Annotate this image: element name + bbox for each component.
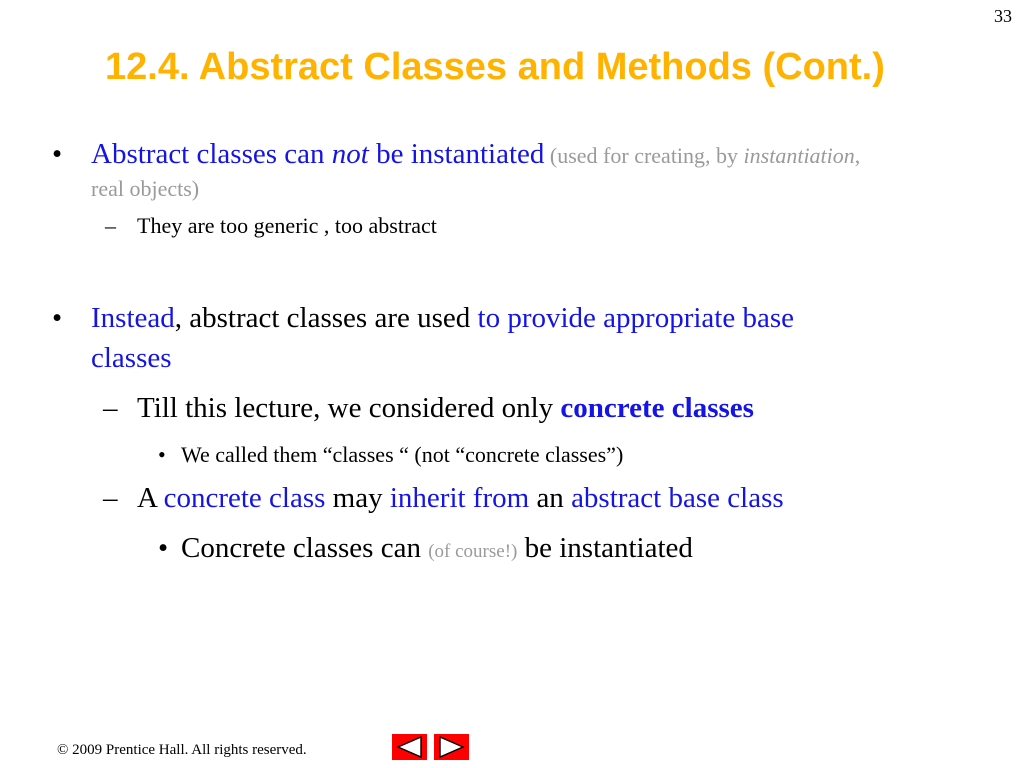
right-triangle-icon <box>434 734 469 760</box>
bullet-marker: • <box>158 442 166 467</box>
text-run-aside: (of course!) <box>428 541 518 562</box>
text-run-instantiation: instantiation <box>743 143 855 168</box>
text-run-not: not <box>331 138 369 170</box>
previous-slide-button[interactable] <box>392 734 427 760</box>
text-run-instead: Instead <box>91 302 175 334</box>
text-run: an <box>529 482 572 514</box>
bullet-text <box>91 302 794 335</box>
text-run-inherit-from: inherit from <box>389 482 530 514</box>
left-triangle-icon <box>392 734 427 760</box>
text-run: be instantiated <box>368 138 545 170</box>
text-run-concrete-class: concrete class <box>163 482 326 514</box>
slide-number: 33 <box>994 6 1012 26</box>
sub-sub-item-text: We called them “classes “ (not “concrete classes”) <box>181 442 624 467</box>
sub-item-text: They are too generic , too abstract <box>137 213 437 238</box>
text-run: may <box>325 482 390 514</box>
dash-marker: – <box>103 392 118 424</box>
dash-marker: – <box>103 482 118 514</box>
sub-sub-item-text <box>181 532 693 565</box>
next-slide-button[interactable] <box>434 734 469 760</box>
bullet-marker: • <box>158 532 169 564</box>
text-run: be instantiated <box>517 532 693 564</box>
text-run: , abstract classes are used <box>174 302 478 334</box>
text-run: Concrete classes can <box>181 532 429 564</box>
sub-item-text <box>137 482 784 515</box>
text-run: A <box>137 482 164 514</box>
sub-sub-item-called-classes <box>158 442 624 468</box>
sub-item-concrete-classes <box>103 392 754 425</box>
text-run: Abstract classes can <box>91 138 332 170</box>
text-run-abstract-base-class: abstract base class <box>571 482 784 514</box>
text-run-aside: , <box>854 143 861 168</box>
text-run-aside: (used for creating, by <box>544 143 744 168</box>
dash-marker: – <box>105 213 116 238</box>
sub-sub-item-instantiated <box>158 532 693 565</box>
copyright-footer <box>57 742 307 759</box>
sub-item-text <box>137 392 754 425</box>
copyright-text: 2009 Prentice Hall. All rights reserved. <box>68 742 307 758</box>
slide-title: 12.4. Abstract Classes and Methods (Cont.) <box>105 46 885 88</box>
sub-item-too-generic <box>105 213 437 239</box>
bullet-text <box>91 138 860 171</box>
text-run-aside: real objects) <box>91 176 200 201</box>
text-run-classes: classes <box>91 342 172 374</box>
bullet-marker: • <box>52 302 63 334</box>
bullet-marker: • <box>52 138 63 170</box>
sub-item-concrete-inherit <box>103 482 784 515</box>
text-run: Till this lecture, we considered only <box>137 392 561 424</box>
text-run-concrete-classes: concrete classes <box>560 392 754 424</box>
text-run-provide: to provide appropriate base <box>477 302 794 334</box>
copyright-symbol: © <box>57 742 69 758</box>
